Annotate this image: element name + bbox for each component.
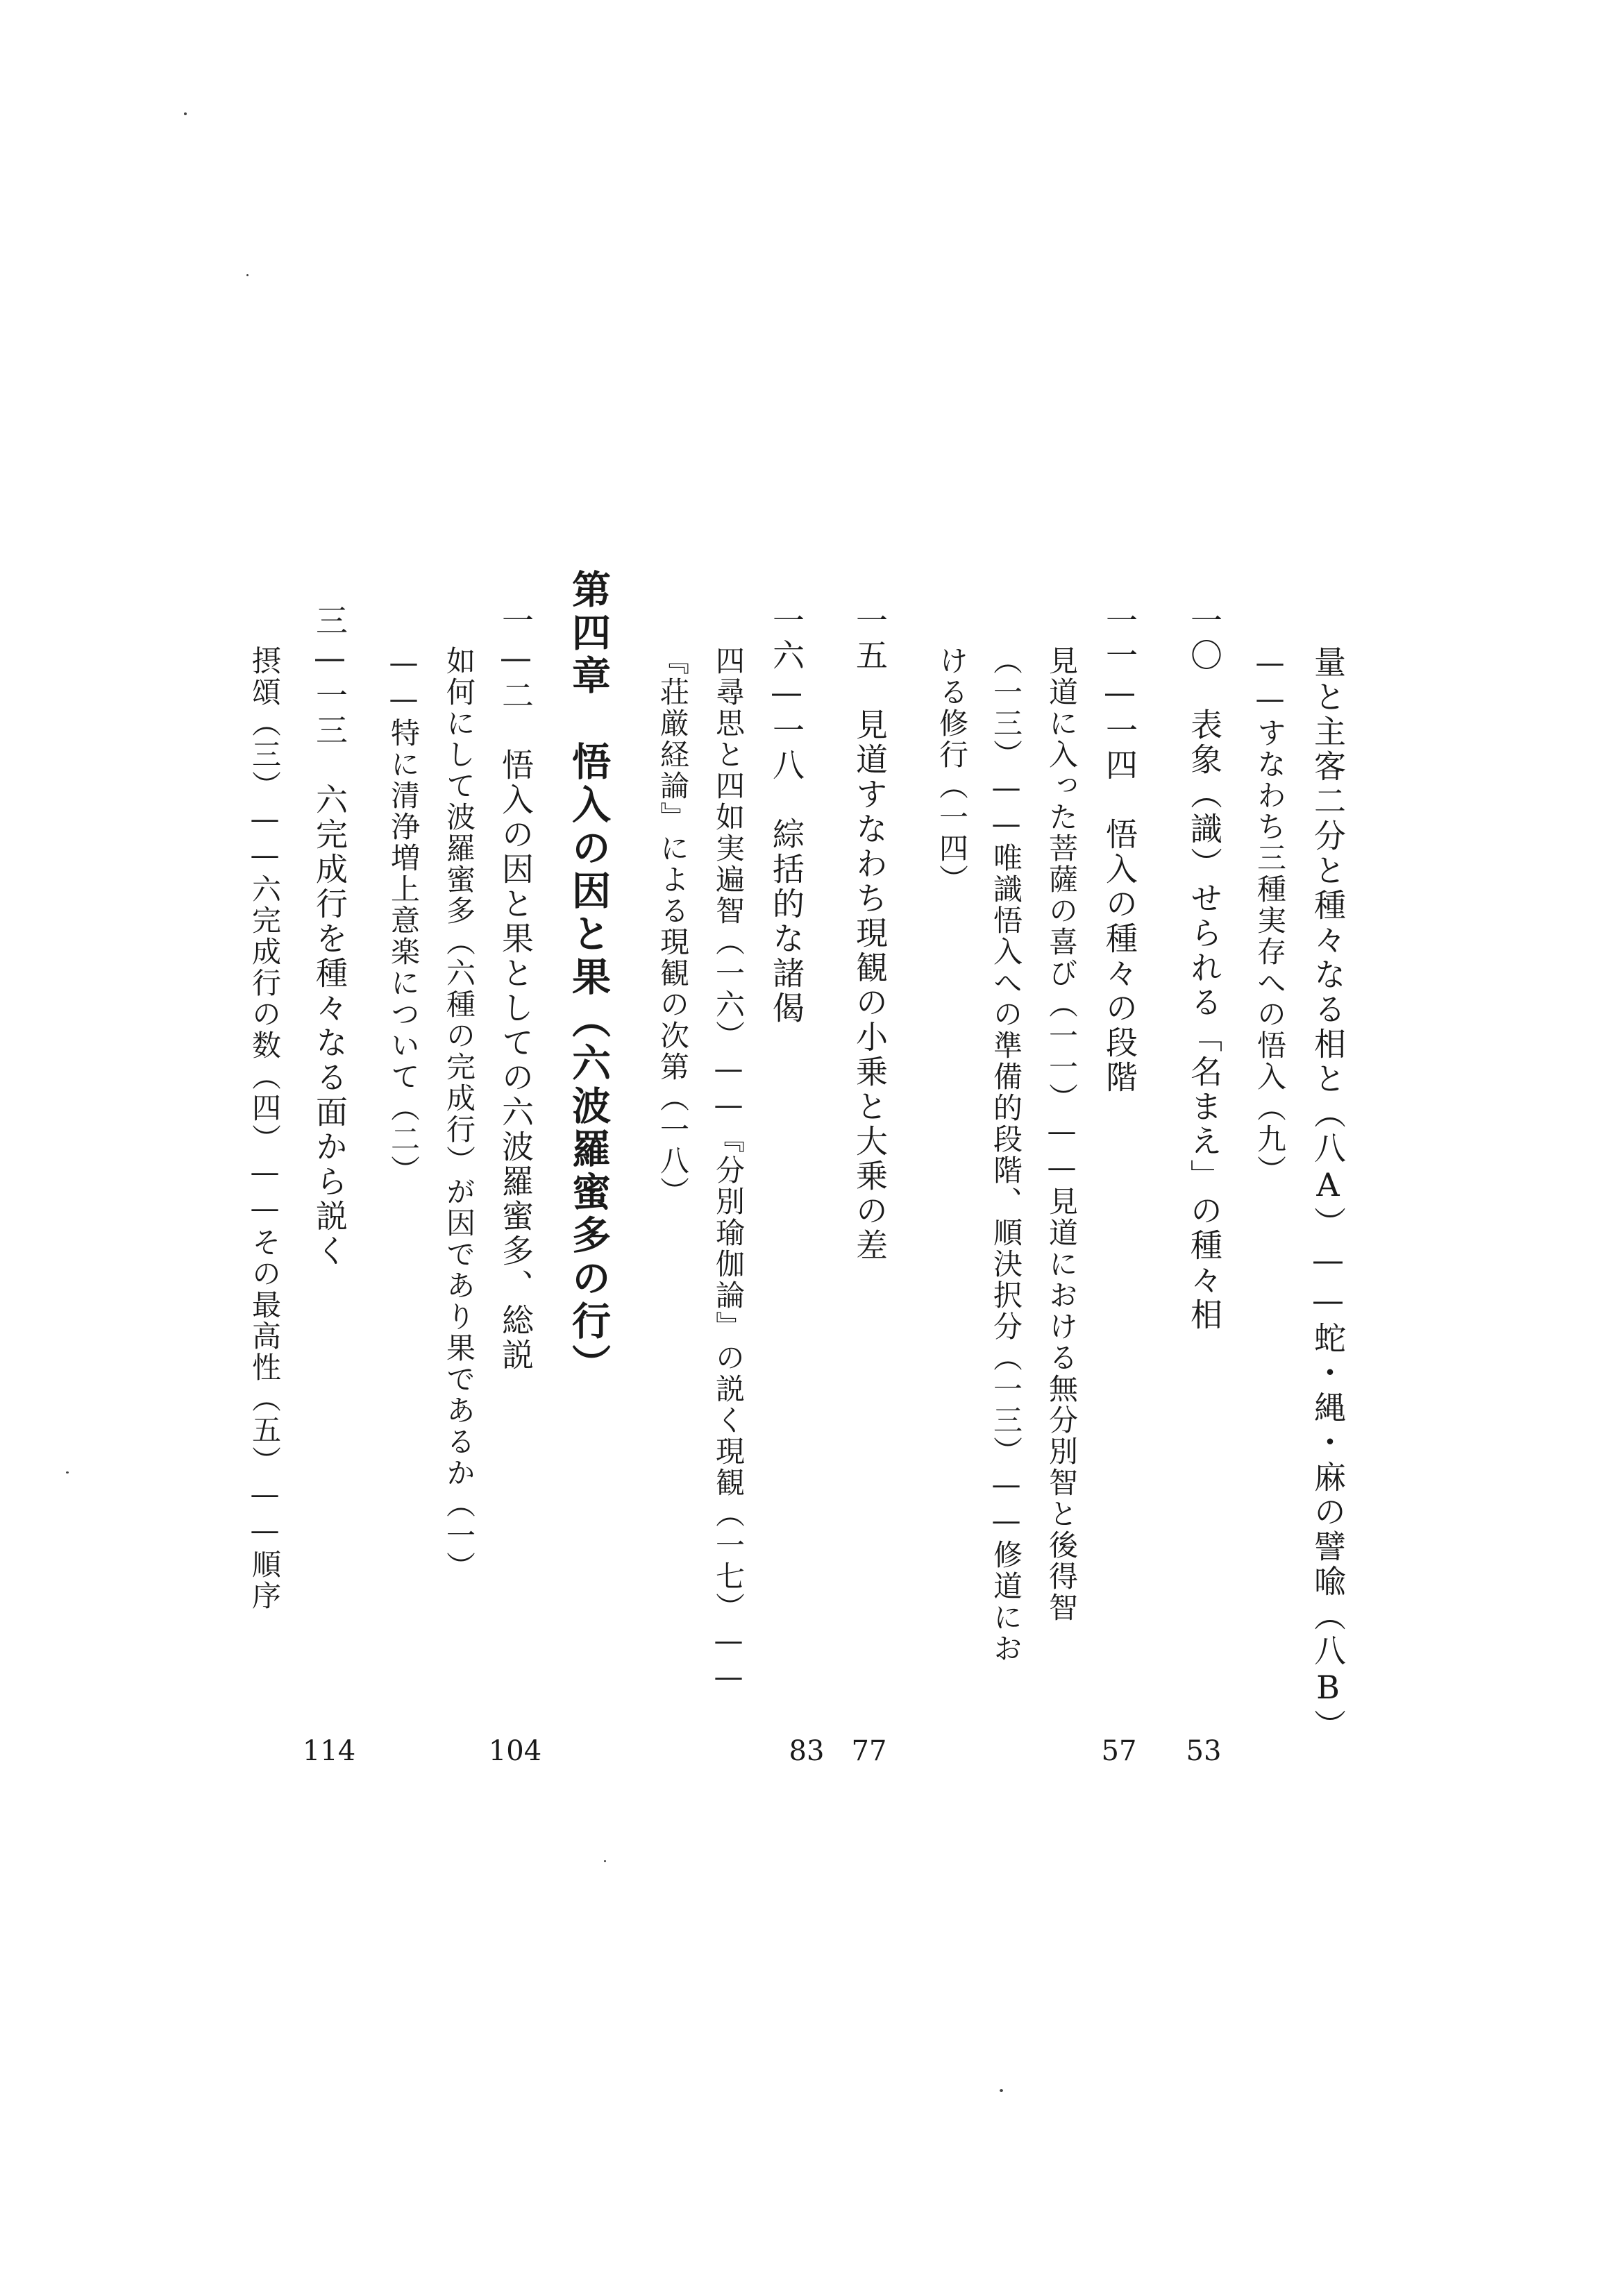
toc-subentry: 摂頌（三）——六完成行の数（四）——その最高性（五）——順序 — [248, 645, 282, 1612]
page-number: 57 — [1101, 1735, 1137, 1767]
page-number: 77 — [851, 1735, 887, 1767]
toc-subentry: ける修行（一四） — [935, 645, 969, 895]
toc-subentry: 如何にして波羅蜜多（六種の完成行）が因であり果であるか（一） — [442, 645, 476, 1582]
toc-subentry: （一三）——唯識悟入への準備的段階、順決択分（一三）——修道にお — [989, 645, 1023, 1664]
toc-section-heading: 一一—一四 悟入の種々の段階 — [1101, 604, 1138, 1095]
toc-subentry: 『荘厳経論』による現観の次第（一八） — [656, 645, 690, 1208]
toc-section-heading: 一五 見道すなわち現観の小乗と大乗の差 — [851, 604, 889, 1263]
chapter-heading: 第四章 悟入の因と果（六波羅蜜多の行） — [566, 569, 612, 1387]
page-number: 83 — [789, 1735, 825, 1767]
scan-speck — [1000, 2089, 1003, 2092]
scan-speck — [184, 112, 187, 115]
toc-section-heading: 一—二 悟入の因と果としての六波羅蜜多、総説 — [497, 604, 535, 1373]
toc-section-heading: 三—一三 六完成行を種々なる面から説く — [311, 604, 348, 1269]
toc-subentry: 見道に入った菩薩の喜び（一一）——見道における無分別智と後得智 — [1045, 645, 1079, 1623]
page-number: 53 — [1186, 1735, 1222, 1767]
toc-section-heading: 一六—一八 綜括的な諸偈 — [768, 604, 805, 1026]
scan-speck — [66, 1471, 69, 1474]
toc-entry-continued: ——すなわち三種実存への悟入（九） — [1253, 645, 1287, 1186]
toc-subentry: ——特に清浄増上意楽について（二） — [387, 645, 421, 1186]
page-number: 104 — [488, 1735, 542, 1767]
scan-speck — [604, 1860, 606, 1862]
toc-subentry: 四尋思と四如実遍智（一六）——『分別瑜伽論』の説く現観（一七）—— — [712, 645, 746, 1696]
toc-section-heading: 一〇 表象（識）せられる「名まえ」の種々相 — [1186, 604, 1223, 1333]
scan-speck — [246, 274, 249, 276]
page-number: 114 — [302, 1735, 356, 1767]
toc-entry-continued: 量と主客二分と種々なる相と（八A）——蛇・縄・麻の譬喩（八B） — [1309, 645, 1347, 1744]
